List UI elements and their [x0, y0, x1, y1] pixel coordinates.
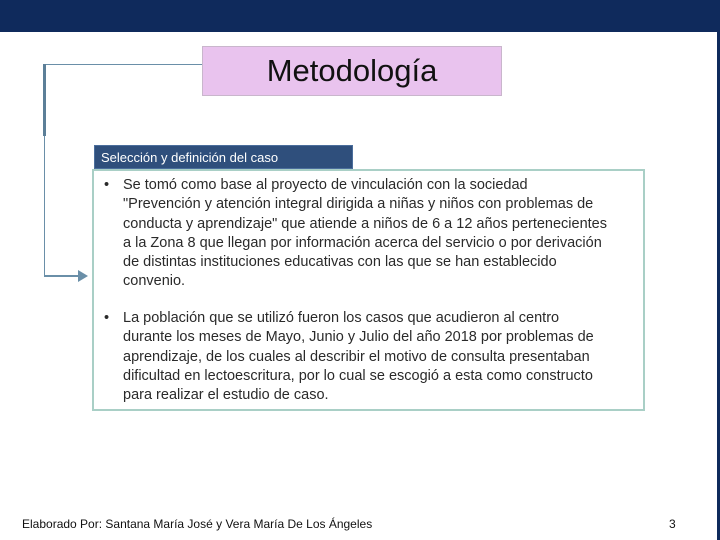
- content-box: [92, 169, 645, 411]
- footer-credit: Elaborado Por: Santana María José y Vera María De Los Ángeles: [22, 517, 373, 531]
- bullet-item: [104, 309, 609, 405]
- connector-line-bottom: [44, 275, 82, 277]
- connector-line-vertical: [43, 64, 46, 136]
- bullet-text: La población que se utilizó fueron los casos que acudieron al centro durante los meses de Mayo, Junio y Julio del año 2018 por problemas de aprendizaje, de los cuales al describir el motivo de consulta presentaban dificultad en lectoescritura, por lo cual se escogió a esta como constructo para realizar el estudio de caso.: [123, 310, 594, 404]
- section-header: [94, 145, 353, 169]
- connector-line-top: [45, 64, 202, 65]
- connector-line-vertical-lower: [44, 136, 45, 276]
- slide-title: Metodología: [202, 46, 502, 96]
- bullet-text: Se tomó como base al proyecto de vinculación con la sociedad "Prevención y atención integral dirigida a niñas y niños con problemas de conducta y aprendizaje" que atiende a niños de 6 a 12 años pertenecientes a la Zona 8 que llegan por información acerca del servicio o por derivación de distintas instituciones educativas con las que se han establecido convenio.: [123, 177, 608, 290]
- arrow-right-icon: [78, 270, 88, 282]
- page-number: 3: [669, 517, 676, 531]
- section-header-label: Selección y definición del caso: [101, 149, 279, 165]
- bullet-item: [104, 176, 609, 292]
- top-banner: [0, 0, 720, 32]
- bullet-icon: •: [104, 177, 110, 193]
- bullet-icon: •: [104, 310, 110, 326]
